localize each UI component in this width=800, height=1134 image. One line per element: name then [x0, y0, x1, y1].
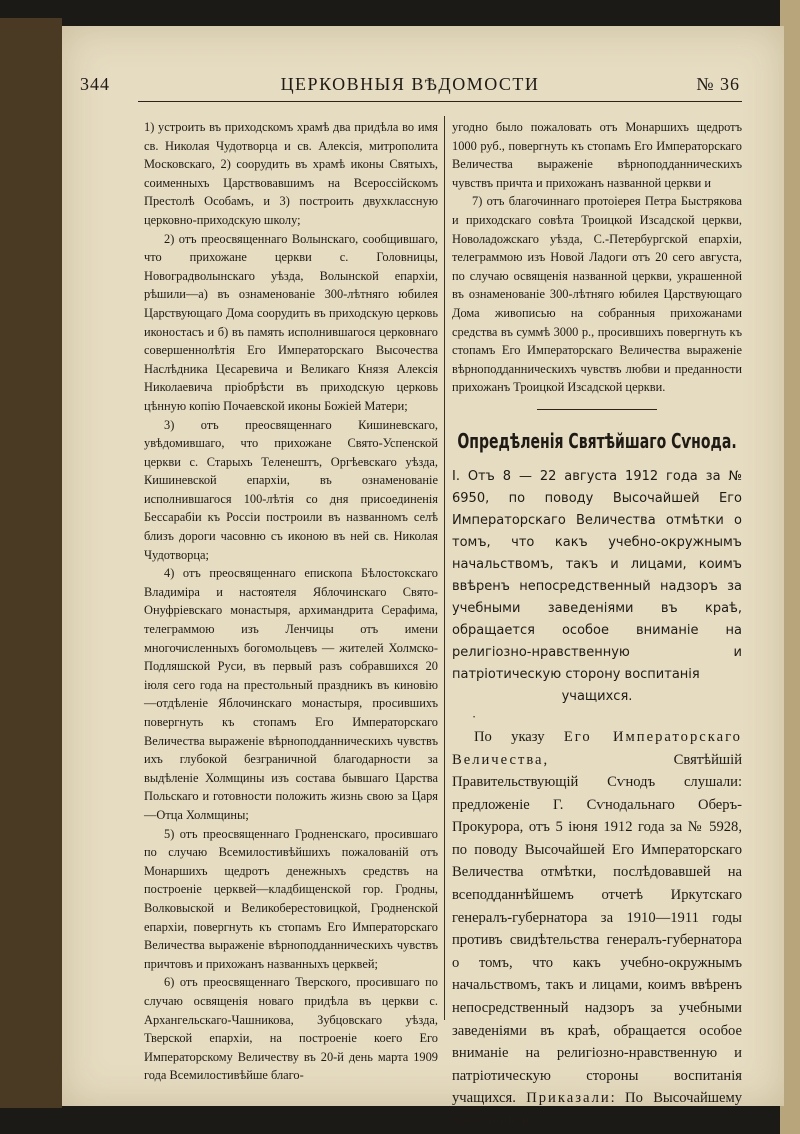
dot-mark: · [472, 709, 477, 724]
journal-title: ЦЕРКОВНЫЯ ВѢДОМОСТИ [280, 74, 540, 94]
decree-part-1: По указу [474, 728, 564, 745]
decree-paragraph [452, 726, 742, 1133]
paragraph: 3) отъ преосвященнаго Кишиневскаго, увѣдомившаго, что прихожане Свято-Успенской церкви с. Старыхъ Теленештъ, Оргѣевскаго уѣзда, Кишиневской епархіи, въ ознаменованіе исполнившагося 100-лѣтія со дня присоединенія Бессарабіи къ Россіи построили въ названномъ селѣ близъ дороги часовню съ иконою въ ней св. Николая Чудотворца; [144, 417, 438, 562]
section-title: Опредѣленія Святѣйшаго Сѵнода. [457, 428, 737, 453]
binding-shadow [0, 18, 62, 1108]
decree-part-3: : По Высочайшему повелѣнію въ [452, 1090, 743, 1129]
section-separator [537, 409, 657, 410]
decree-part-2: , Святѣйшій Правительствующій Сѵнодъ слушали: предложеніе Г. Сѵнодальнаго Оберъ-Прокурора, отъ 5 іюня 1912 года за № 5928, по поводу Высочайшей Его Императорскаго Величества отмѣтки, послѣдовавшей на всеподданнѣйшемъ отчетѣ Иркутскаго генералъ-губернатора за 1910—1911 годы противъ свидѣтельства генералъ-губернатора о томъ, что какъ учебно-окружнымъ начальствомъ, такъ и лицами, коимъ ввѣренъ непосредственный надзоръ за учебными заведеніями въ краѣ, обращается особое вниманіе на религіозно-нравственную и патріотическую стороны воспитанія учащихся. [452, 751, 742, 1107]
paragraph: 7) отъ благочиннаго протоіерея Петра Быстрякова и приходскаго совѣта Троицкой Изсадской церкви, Новоладожскаго уѣзда, С.-Петербургской епархіи, телеграммою изъ Новой Ладоги отъ 20 сего августа, по случаю освященія названной церкви, украшенной въ ознаменованіе 300-лѣтняго юбилея Царствующаго Дома живописью на собранныя прихожанами средства въ суммѣ 3000 р., просившихъ повергнуть къ стопамъ Его Императорскаго Величества выраженіе вѣрноподданническихъ чувствъ любви и преданности прихожанъ Троицкой Изсадской церкви. [452, 194, 742, 395]
page-number: 344 [80, 74, 110, 94]
ruling-summary-end: учащихся. [561, 688, 633, 704]
paragraph: 6) отъ преосвященнаго Тверского, просившаго по случаю освященія новаго придѣла въ церкви с. Архангельскаго-Чашникова, Зубцовскаго уѣзда, Тверской епархіи, на построеніе коего Его Императорскому Величеству въ 20-й день марта 1909 года Всемилостивѣйше благо- [144, 975, 438, 1083]
paragraph: 2) отъ преосвященнаго Волынскаго, сообщившаго, что прихожане церкви с. Головницы, Новоградволынскаго уѣзда, Волынской епархіи, рѣшили—а) въ ознаменованіе 300-лѣтняго юбилея Царствующаго Дома соорудить въ приходскую церковь иконостасъ и б) въ память исполнившагося церковнаго совершеннолѣтія Его Императорскаго Высочества Наслѣдника Цесаревича и Великаго Князя Алексія Николаевича пріобрѣсти въ приходскую церковь цѣнную копію Почаевской иконы Божіей Матери; [144, 231, 438, 413]
header-rule [138, 101, 742, 102]
decree-spaced-2: Приказали [526, 1090, 611, 1107]
paragraph: 1) устроить въ приходскомъ храмѣ два придѣла во имя св. Николая Чудотворца и св. Алексія, митрополита Московскаго, 2) соорудить въ храмѣ иконы Святыхъ, соименныхъ Царствовавшимъ на Всероссійскомъ Престолѣ Особамъ, и 3) построить двухклассную церковно-приходскую школу; [144, 120, 438, 227]
decree-spaced-1: Его Императорскаго Величества [452, 728, 742, 768]
ruling-summary [452, 466, 742, 708]
paragraph: 5) отъ преосвященнаго Гродненскаго, просившаго по случаю Всемилостивѣйшихъ пожалованій отъ Монаршихъ щедротъ денежныхъ средствъ на построеніе церквей—кладбищенской гор. Гродны, Волковыской и Великоберестовицкой, Гродненской епархіи, повергнуть къ стопамъ Его Императорскаго Величества выраженіе вѣрноподданническихъ чувствъ причтовъ и прихожанъ названныхъ церквей; [144, 826, 438, 971]
issue-number: № 36 [696, 74, 740, 94]
paragraph: 4) отъ преосвященнаго епископа Бѣлостокскаго Владиміра и настоятеля Яблочинскаго Свято-Онуфріевскаго монастыря, архимандрита Серафима, телеграммою изъ Ленчицы отъ имени многочисленныхъ богомольцевъ — жителей Холмско-Подляшской Руси, въ первый разъ собравшихся 20 іюля сего года на престольный праздникъ въ киновію—отдѣленіе Яблочинскаго монастыря, просившихъ повергнуть къ стопамъ Его Императорскаго Величества выраженіе вѣрноподданническихъ чувствъ ихъ глубокой безграничной благодарности за выдѣленіе Холмщины изъ состава бывшаго Царства Польскаго и готовности положить жизнь свою за Царя—Отца Холмщины; [144, 566, 438, 822]
ruling-summary-body: I. Отъ 8 — 22 августа 1912 года за № 6950, по поводу Высочайшей Его Императорскаго Величества отмѣтки о томъ, что какъ учебно-окружнымъ начальствомъ, такъ и лицами, коимъ ввѣренъ непосредственный надзоръ за учебными заведеніями въ краѣ, обращается особое вниманіе на религіозно-нравственную и патріотическую сторону воспитанія [452, 468, 742, 682]
column-divider [444, 116, 445, 1020]
page-header [80, 70, 740, 100]
decree-text [452, 726, 742, 1133]
right-column [452, 118, 742, 1133]
left-column [144, 118, 438, 1085]
ruling-summary-text [452, 466, 742, 708]
paragraph: угодно было пожаловать отъ Монаршихъ щедротъ 1000 руб., повергнуть къ стопамъ Его Императорскаго Величества выраженіе вѣрноподданническихъ чувствъ причта и прихожанъ названной церкви и [452, 120, 742, 190]
